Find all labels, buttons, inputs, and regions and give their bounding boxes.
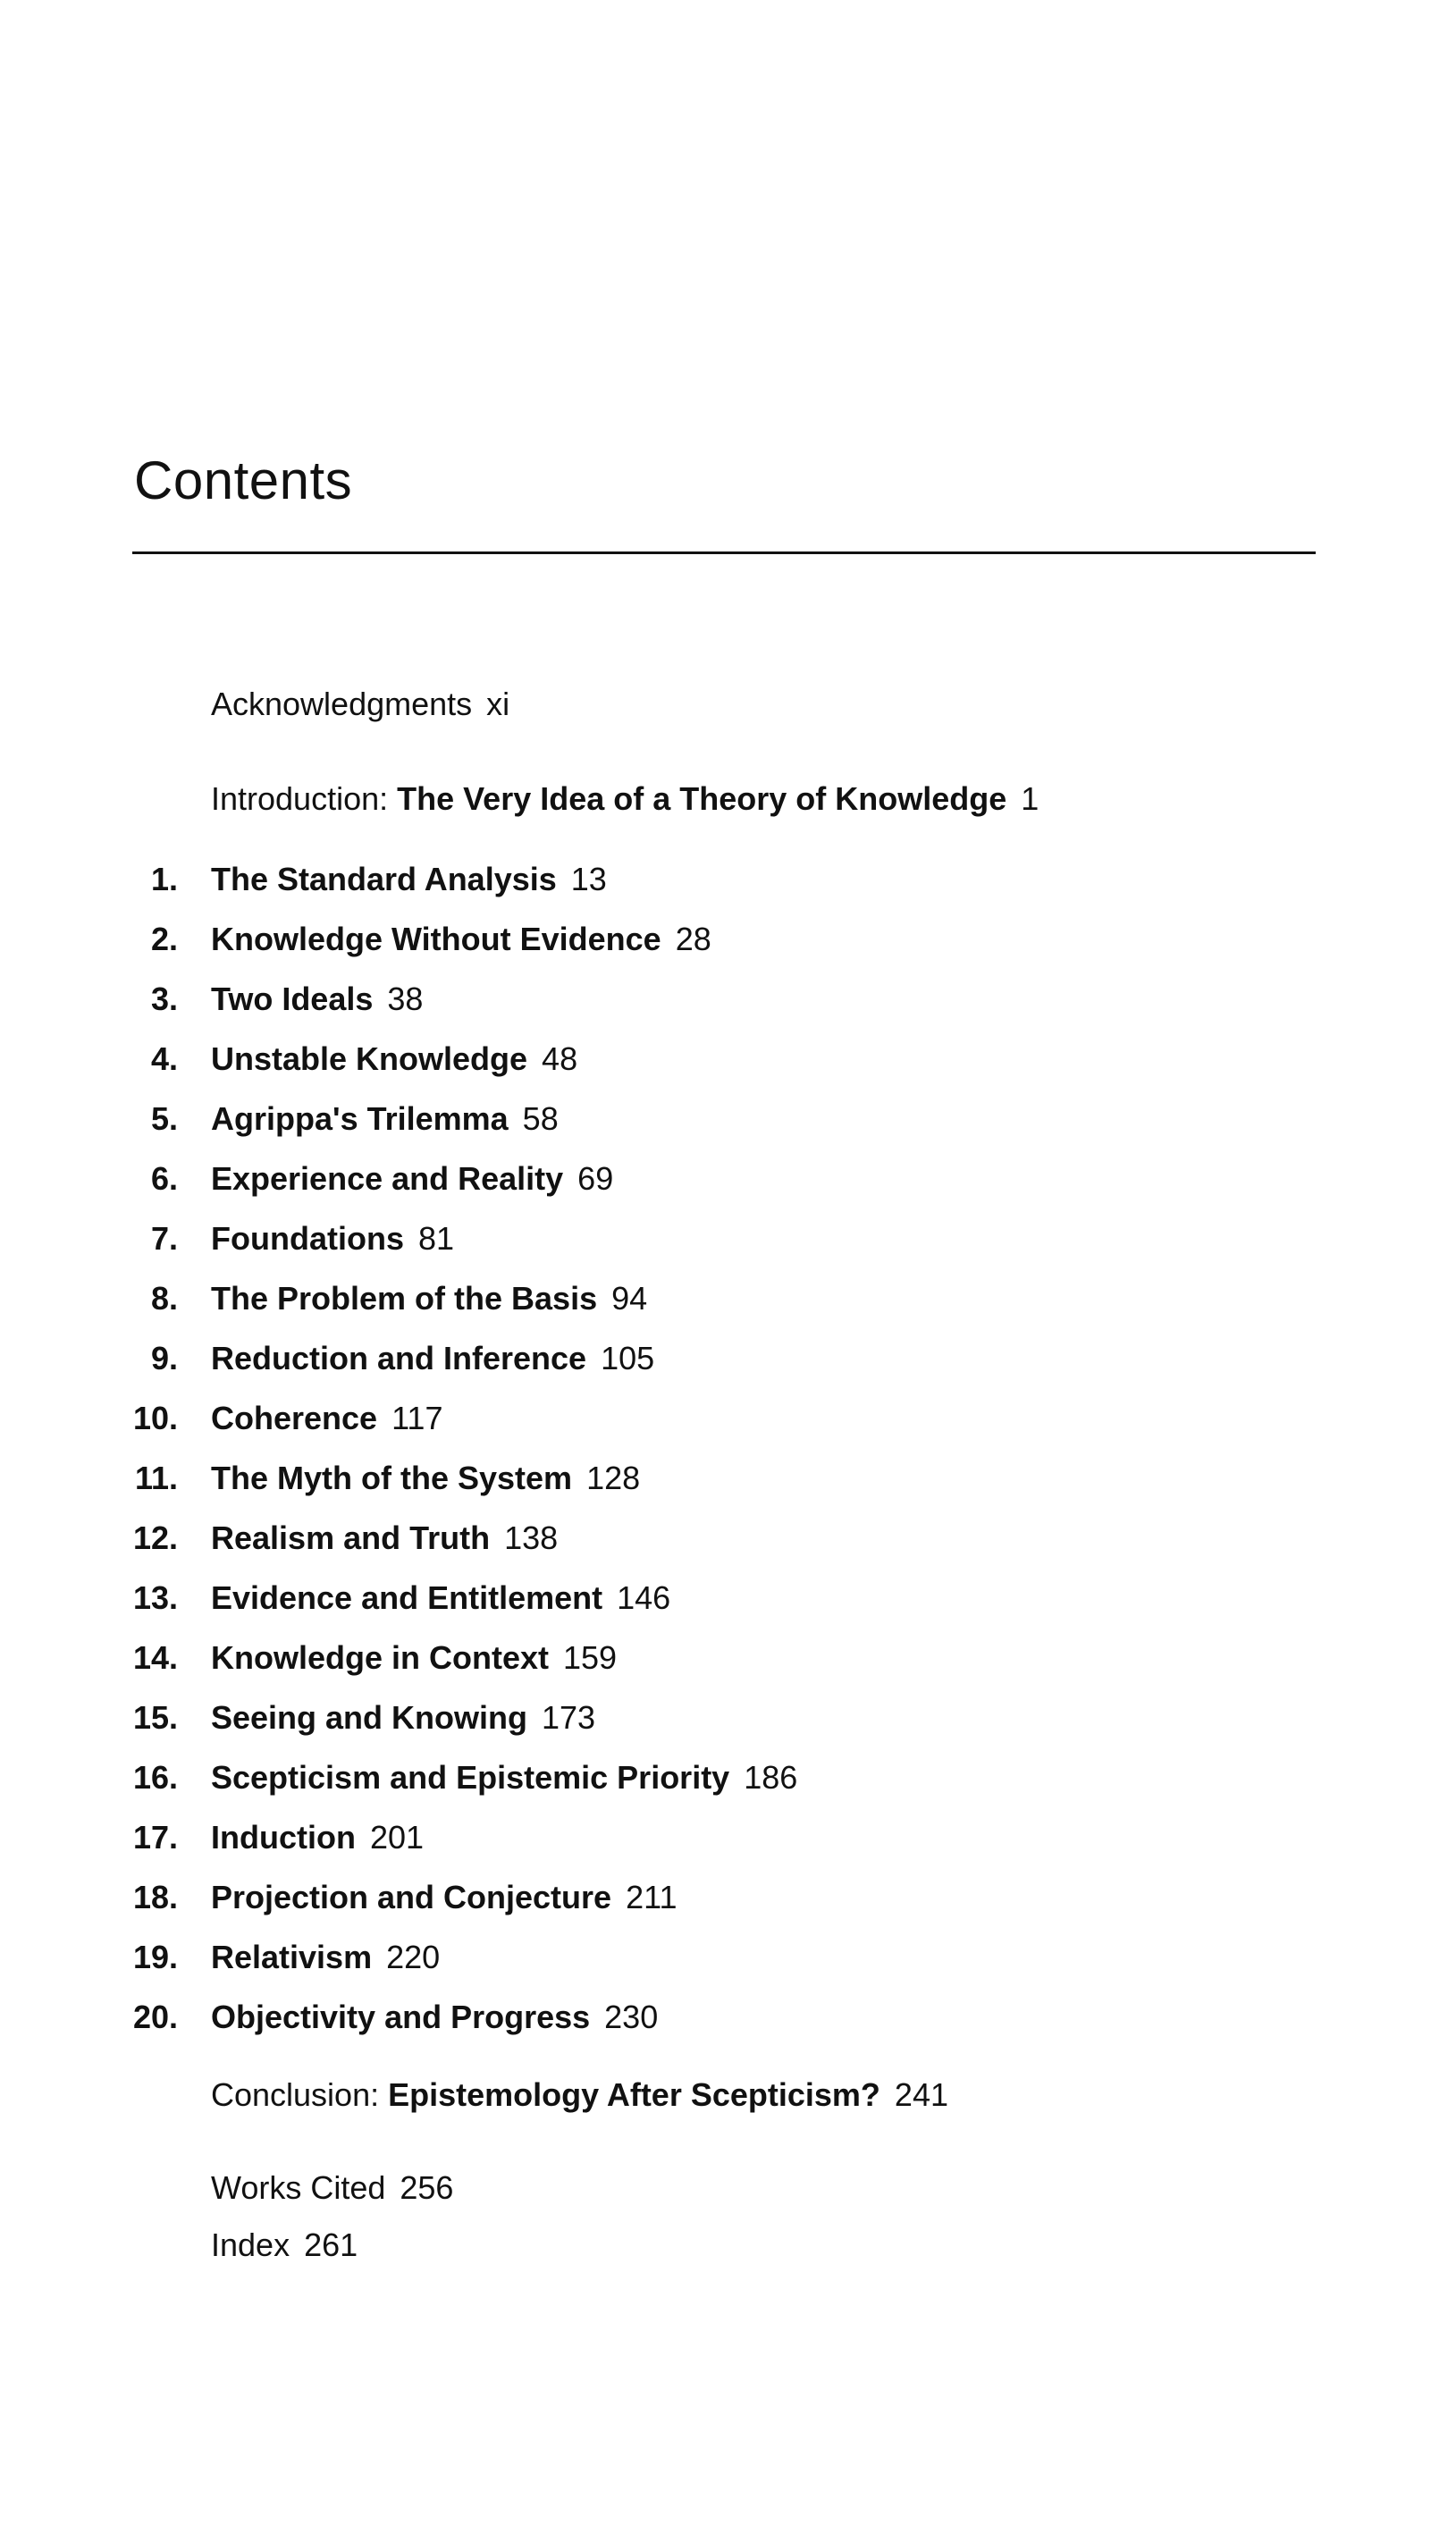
chapter-title: Knowledge in Context xyxy=(211,1639,549,1676)
chapter-title: Projection and Conjecture xyxy=(211,1879,612,1915)
toc-entry-page: 256 xyxy=(400,2169,454,2206)
toc-entry-conclusion[interactable] xyxy=(211,2075,948,2115)
chapter-page: 94 xyxy=(611,1280,648,1317)
chapter-page: 81 xyxy=(417,1220,455,1257)
chapter-number: 1. xyxy=(150,861,178,897)
chapter-page: 186 xyxy=(744,1759,798,1796)
chapter-number: 14. xyxy=(132,1639,178,1676)
chapter-title: The Myth of the System xyxy=(211,1460,573,1496)
chapter-number: 8. xyxy=(150,1280,178,1317)
chapter-page: 230 xyxy=(604,1999,659,2035)
chapter-title: Induction xyxy=(211,1819,356,1856)
chapter-entry[interactable] xyxy=(211,1578,670,1618)
chapter-number: 2. xyxy=(150,921,178,957)
chapter-page: 105 xyxy=(601,1340,655,1376)
chapter-title: Seeing and Knowing xyxy=(211,1699,528,1736)
toc-entry-prefix: Introduction: xyxy=(211,780,389,817)
chapter-entry[interactable] xyxy=(211,1938,440,1977)
chapter-page: 128 xyxy=(586,1460,641,1496)
chapter-entry[interactable] xyxy=(211,1698,595,1738)
chapter-page: 69 xyxy=(577,1160,614,1197)
chapter-title: Knowledge Without Evidence xyxy=(211,921,661,957)
chapter-page: 220 xyxy=(386,1939,441,1975)
chapter-title: Unstable Knowledge xyxy=(211,1040,528,1077)
chapter-entry[interactable] xyxy=(211,860,607,899)
chapter-entry[interactable] xyxy=(211,1099,559,1139)
chapter-entry[interactable] xyxy=(211,920,711,959)
toc-entry-label: The Very Idea of a Theory of Knowledge xyxy=(397,780,1007,817)
chapter-title: Reduction and Inference xyxy=(211,1340,587,1376)
chapter-entry[interactable] xyxy=(211,1998,658,2037)
toc-entry-acknowledgments[interactable] xyxy=(211,685,509,724)
toc-entry-page: 1 xyxy=(1021,780,1039,817)
chapter-number: 18. xyxy=(132,1879,178,1915)
chapter-number: 3. xyxy=(150,981,178,1017)
chapter-entry[interactable] xyxy=(211,1758,797,1797)
toc-entry-page: 261 xyxy=(304,2226,358,2263)
chapter-number: 17. xyxy=(132,1819,178,1856)
chapter-number: 19. xyxy=(132,1939,178,1975)
chapter-number: 10. xyxy=(132,1400,178,1436)
chapter-entry[interactable] xyxy=(211,980,423,1019)
chapter-number: 13. xyxy=(132,1579,178,1616)
chapter-title: Objectivity and Progress xyxy=(211,1999,591,2035)
toc-entry-page: 241 xyxy=(894,2076,948,2113)
chapter-number: 11. xyxy=(134,1460,178,1496)
chapter-number: 7. xyxy=(150,1220,178,1257)
chapter-title: Evidence and Entitlement xyxy=(211,1579,603,1616)
toc-entry-page: xi xyxy=(486,686,510,722)
chapter-page: 159 xyxy=(563,1639,618,1676)
chapter-number: 4. xyxy=(150,1040,178,1077)
chapter-title: Relativism xyxy=(211,1939,373,1975)
chapter-page: 211 xyxy=(626,1879,678,1915)
chapter-page: 117 xyxy=(391,1400,443,1436)
chapter-page: 173 xyxy=(542,1699,596,1736)
toc-entry-prefix: Conclusion: xyxy=(211,2076,380,2113)
chapter-number: 5. xyxy=(150,1100,178,1137)
chapter-entry[interactable] xyxy=(211,1040,577,1079)
chapter-entry[interactable] xyxy=(211,1459,640,1498)
chapter-page: 146 xyxy=(617,1579,671,1616)
chapter-number: 20. xyxy=(132,1999,178,2035)
toc-entry-label: Epistemology After Scepticism? xyxy=(388,2076,880,2113)
chapter-page: 48 xyxy=(542,1040,578,1077)
toc-entry-works-cited[interactable] xyxy=(211,2168,453,2208)
toc-entry-label: Acknowledgments xyxy=(211,686,473,722)
toc-entry-index[interactable] xyxy=(211,2226,358,2265)
chapter-page: 38 xyxy=(387,981,424,1017)
toc-entry-label: Works Cited xyxy=(211,2169,386,2206)
chapter-entry[interactable] xyxy=(211,1219,454,1258)
chapter-page: 201 xyxy=(369,1819,425,1856)
chapter-entry[interactable] xyxy=(211,1159,613,1199)
chapter-title: Foundations xyxy=(211,1220,404,1257)
chapter-title: Coherence xyxy=(211,1400,378,1436)
title-divider xyxy=(132,551,1316,554)
chapter-page: 13 xyxy=(570,861,607,897)
chapter-title: Agrippa's Trilemma xyxy=(211,1100,509,1137)
chapter-title: Realism and Truth xyxy=(211,1519,491,1556)
chapter-page: 58 xyxy=(522,1100,559,1137)
toc-entry-label: Index xyxy=(211,2226,290,2263)
chapter-page: 28 xyxy=(675,921,711,957)
chapter-entry[interactable] xyxy=(211,1818,424,1857)
chapter-entry[interactable] xyxy=(211,1878,677,1917)
chapter-number: 6. xyxy=(150,1160,178,1197)
chapter-title: The Problem of the Basis xyxy=(211,1280,598,1317)
chapter-entry[interactable] xyxy=(211,1339,654,1378)
chapter-number: 12. xyxy=(132,1519,178,1556)
page-title: Contents xyxy=(134,450,353,511)
chapter-page: 138 xyxy=(504,1519,559,1556)
chapter-title: Two Ideals xyxy=(211,981,374,1017)
chapter-title: Scepticism and Epistemic Priority xyxy=(211,1759,730,1796)
chapter-number: 9. xyxy=(150,1340,178,1376)
chapter-title: The Standard Analysis xyxy=(211,861,557,897)
chapter-title: Experience and Reality xyxy=(211,1160,564,1197)
chapter-entry[interactable] xyxy=(211,1519,558,1558)
chapter-number: 16. xyxy=(132,1759,178,1796)
chapter-entry[interactable] xyxy=(211,1399,442,1438)
toc-entry-introduction[interactable] xyxy=(211,779,1039,819)
chapter-entry[interactable] xyxy=(211,1279,647,1318)
chapter-entry[interactable] xyxy=(211,1638,617,1678)
chapter-number: 15. xyxy=(132,1699,178,1736)
